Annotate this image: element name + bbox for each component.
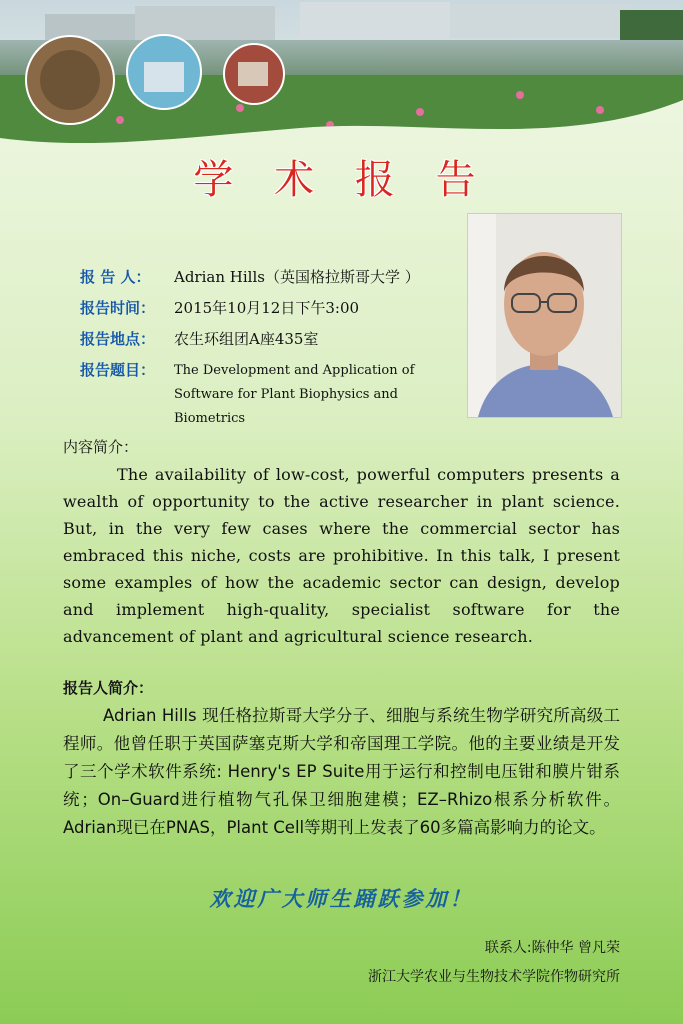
abstract-heading: 内容简介： [63,438,139,456]
time-label: 报告时间： [80,299,156,317]
bio-text: Adrian Hills 现任格拉斯哥大学分子、细胞与系统生物学研究所高级工程师。他曾任职于英国萨塞克斯大学和帝国理工学院。他的主要业绩是开发了三个学术软件系统: Henry's EP Suite用于运行和控制电压钳和膜片钳系统；On–Guard进行植物气孔保卫细胞建模；EZ–Rhizo根系分析软件。Adrian现已在PNAS，Plant Cell等期刊上发表了60多篇高影响力的论文。 [63,706,620,837]
campus-photo-icon [224,44,284,104]
time-value: 2015年10月12日下午3:00 [174,299,360,317]
bio-heading: 报告人简介： [63,679,154,697]
location-row [80,328,470,350]
page-title: 学 术 报 告 [193,157,490,203]
topic-label: 报告题目： [80,361,156,379]
stone-photo-icon [26,36,114,124]
contact-line: 联系人:陈仲华 曾凡荣 [484,940,620,956]
speaker-row [80,266,470,288]
organizer-line: 浙江大学农业与生物技术学院作物研究所 [368,969,620,985]
welcome-message: 欢迎广大师生踊跃参加！ [209,886,474,911]
abstract-text: The availability of low-cost, powerful computers presents a wealth of opportunity to the active researcher in plant science. But, in the very few cases where the commercial sector has embraced this niche, costs are prohibitive. In this talk, I present some examples of how the academic sector can design, develop and implement high-quality, specialist software for the advancement of plant and agricultural science research. [63,465,620,646]
location-label: 报告地点： [80,330,156,348]
location-value: 农生环组团A座435室 [174,330,319,348]
talk-info [80,266,470,440]
topic-value: The Development and Application of Software for Plant Biophysics and Biometrics [174,363,415,426]
speaker-label: 报 告 人： [80,268,151,286]
speaker-photo [467,213,622,418]
speaker-value: Adrian Hills（英国格拉斯哥大学 ） [174,268,420,286]
time-row [80,297,470,319]
topic-row [80,359,470,431]
building-photo-icon [127,35,201,109]
abstract-section [63,436,620,650]
campus-banner [0,0,683,150]
bio-section [63,677,620,842]
